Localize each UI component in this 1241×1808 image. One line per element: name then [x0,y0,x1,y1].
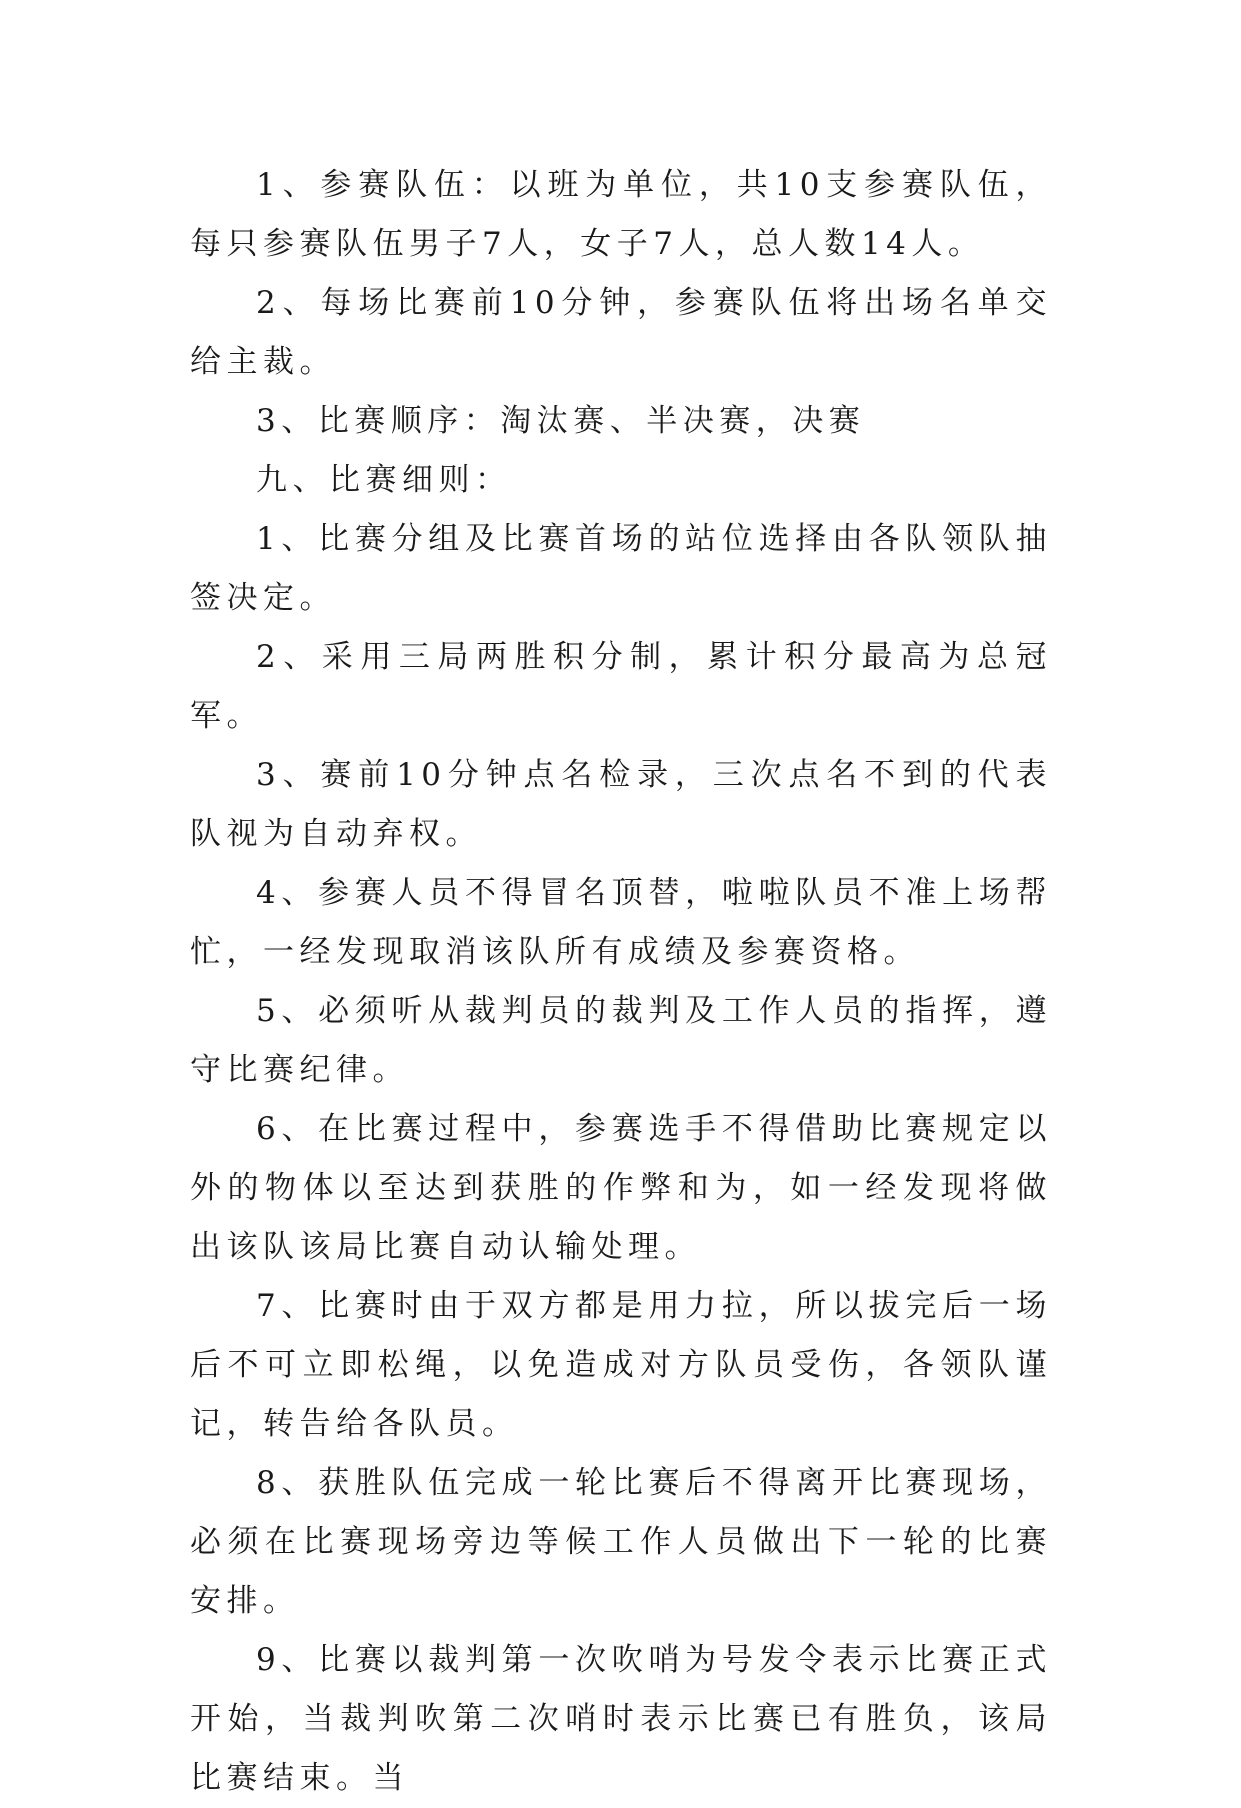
document-body [190,156,1052,1808]
paragraph-teams: 1、参赛队伍：以班为单位，共10支参赛队伍，每只参赛队伍男子7人，女子7人，总人数14人。 [190,167,1052,262]
paragraph-rule-8: 8、获胜队伍完成一轮比赛后不得离开比赛现场，必须在比赛现场旁边等候工作人员做出下一轮的比赛安排。 [190,1465,1052,1619]
paragraph-rule-4: 4、参赛人员不得冒名顶替，啦啦队员不准上场帮忙，一经发现取消该队所有成绩及参赛资格。 [190,875,1052,970]
paragraph-roster-submission: 2、每场比赛前10分钟，参赛队伍将出场名单交给主裁。 [190,285,1052,380]
paragraph-rule-6: 6、在比赛过程中，参赛选手不得借助比赛规定以外的物体以至达到获胜的作弊和为，如一经发现将做出该队该局比赛自动认输处理。 [190,1111,1052,1265]
paragraph-rule-5: 5、必须听从裁判员的裁判及工作人员的指挥，遵守比赛纪律。 [190,993,1052,1088]
section-heading-rules: 九、比赛细则： [256,462,512,498]
paragraph-match-order: 3、比赛顺序：淘汰赛、半决赛，决赛 [256,403,866,439]
paragraph-rule-2: 2、采用三局两胜积分制，累计积分最高为总冠军。 [190,639,1052,734]
paragraph-rule-7: 7、比赛时由于双方都是用力拉，所以拔完后一场后不可立即松绳，以免造成对方队员受伤，各领队谨记，转告给各队员。 [190,1288,1052,1442]
paragraph-rule-1: 1、比赛分组及比赛首场的站位选择由各队领队抽签决定。 [190,521,1052,616]
paragraph-rule-9: 9、比赛以裁判第一次吹哨为号发令表示比赛正式开始，当裁判吹第二次哨时表示比赛已有胜负，该局比赛结束。当 [190,1642,1052,1796]
paragraph-rule-3: 3、赛前10分钟点名检录，三次点名不到的代表队视为自动弃权。 [190,757,1052,852]
